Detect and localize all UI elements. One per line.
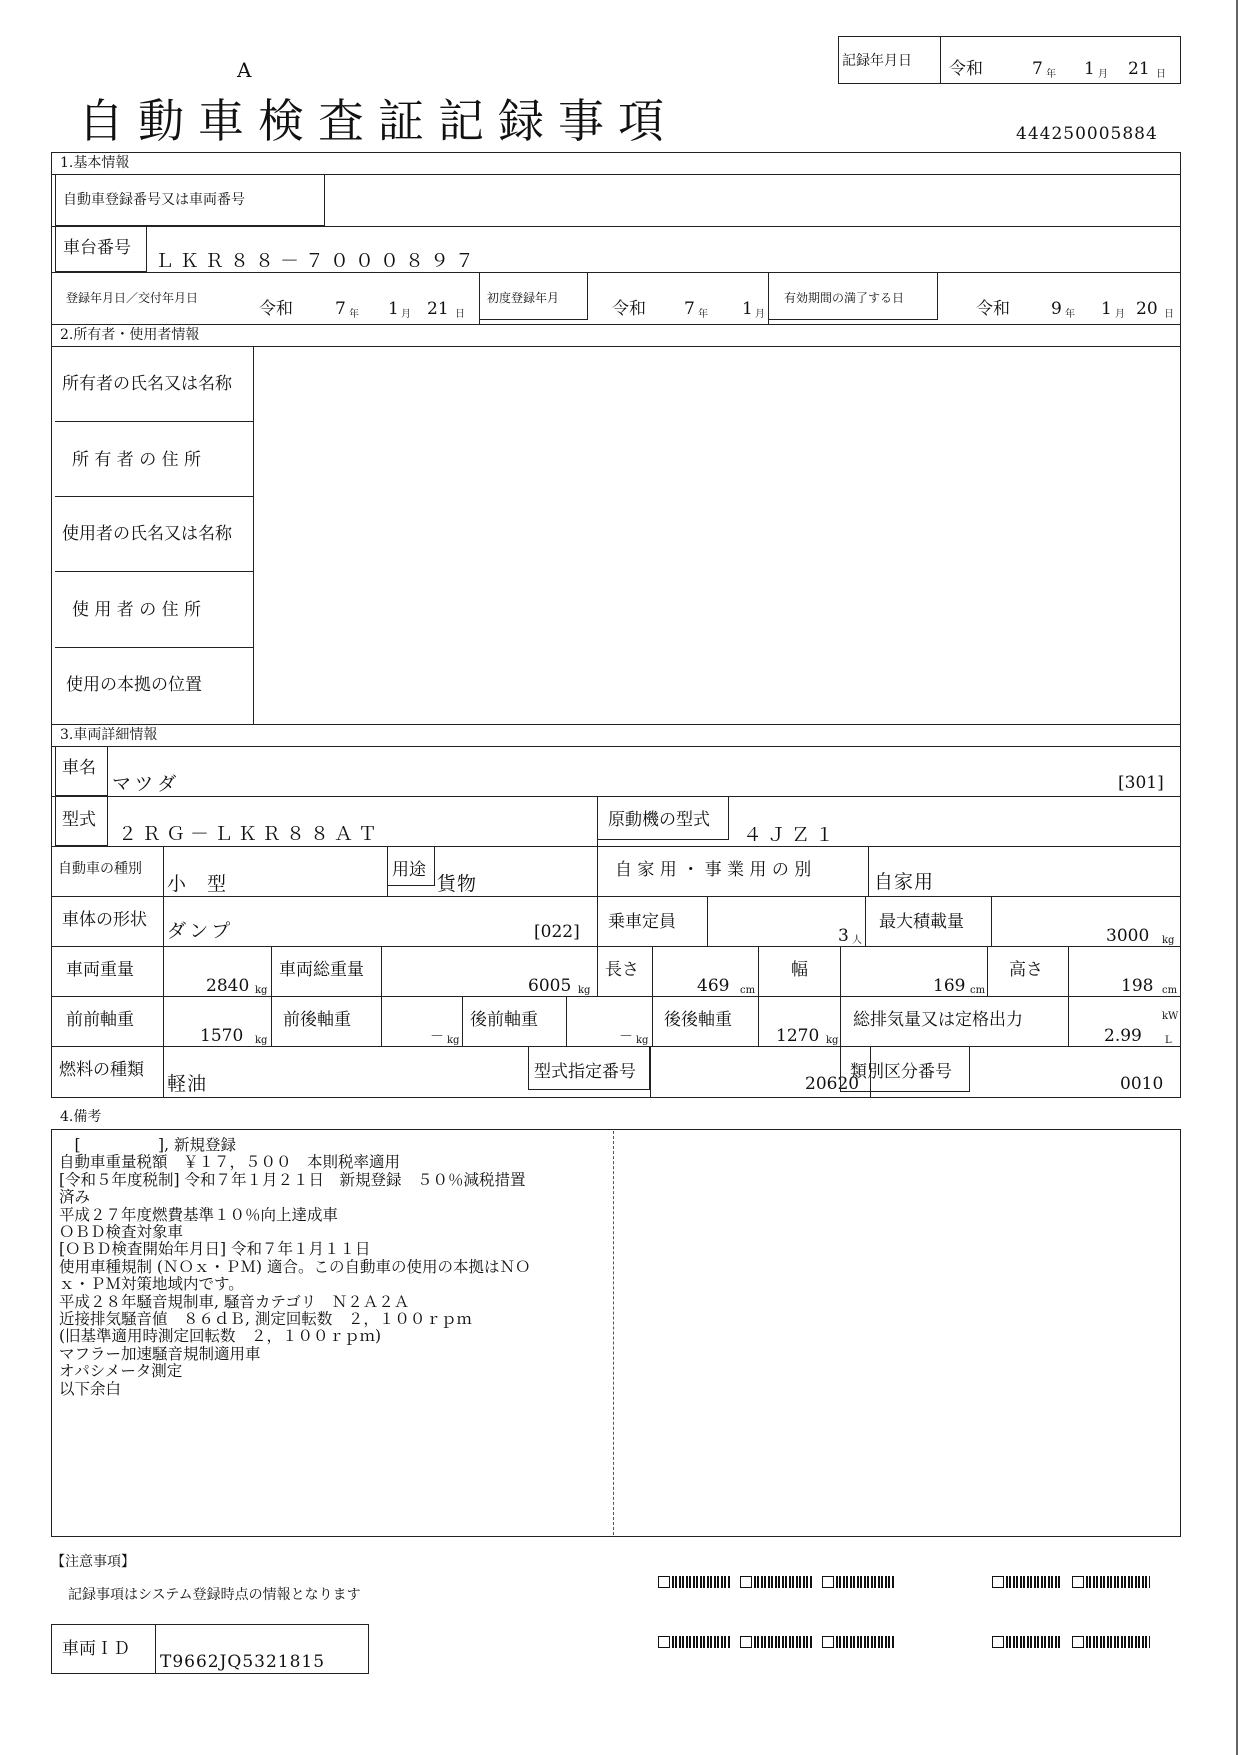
notice-text: 記録事項はシステム登録時点の情報となります [68, 1587, 361, 1603]
unit-kg: kg [255, 985, 268, 996]
fuel-type-label: 燃料の種類 [59, 1060, 144, 1080]
body-shape-code: [022] [534, 922, 580, 942]
use-label: 用途 [392, 860, 426, 880]
vehicle-name-value: マツダ [112, 773, 181, 795]
rear-rear-axle-value: 1270 [776, 1026, 820, 1046]
unit-kg: kg [826, 1035, 839, 1046]
qr-code-strip [822, 1576, 894, 1588]
class-number-value: 0010 [1120, 1074, 1164, 1094]
type-designation-label: 型式指定番号 [534, 1062, 636, 1082]
reg-date-label: 登録年月日／交付年月日 [66, 291, 199, 305]
unit-month: 月 [1115, 309, 1125, 320]
chassis-label: 車台番号 [63, 238, 131, 258]
expiry-label: 有効期間の満了する日 [784, 291, 905, 305]
weight-value: 2840 [206, 976, 250, 996]
kind-label: 自動車の種別 [58, 861, 142, 877]
first-reg-era: 令和 [612, 299, 646, 319]
scan-edge [1236, 0, 1238, 1755]
private-business-label: 自 家 用 ・ 事 業 用 の 別 [615, 860, 812, 880]
width-label: 幅 [791, 960, 808, 980]
front-rear-axle-value: － [430, 1029, 444, 1045]
unit-year: 年 [1065, 309, 1075, 320]
max-load-value: 3000 [1106, 926, 1150, 946]
unit-kg: kg [255, 1035, 268, 1046]
vehicle-id-label: 車両ＩＤ [62, 1639, 130, 1659]
unit-kg: kg [578, 985, 591, 996]
kind-value: 小 型 [167, 873, 228, 895]
vehicle-name-code: [301] [1118, 773, 1164, 793]
vehicle-id-value: T9662JQ5321815 [160, 1652, 326, 1672]
reg-number-label: 自動車登録番号又は車両番号 [63, 192, 245, 208]
qr-code-strip [822, 1636, 894, 1648]
length-value: 469 [697, 976, 730, 996]
section-1-title: 1.基本情報 [60, 155, 130, 171]
reg-date-era: 令和 [259, 299, 293, 319]
unit-person: 人 [852, 935, 862, 946]
qr-code-strip [658, 1636, 730, 1648]
unit-cm: cm [740, 985, 756, 996]
unit-year: 年 [349, 309, 359, 320]
unit-liter: L [1165, 1035, 1172, 1046]
unit-kg: kg [636, 1035, 649, 1046]
unit-year: 年 [1046, 69, 1056, 80]
first-reg-year: 7 [684, 299, 695, 319]
notice-title: 【注意事項】 [51, 1554, 135, 1570]
use-value: 貨物 [437, 873, 478, 895]
displacement-value: 2.99 [1104, 1026, 1142, 1046]
gross-weight-value: 6005 [528, 976, 572, 996]
unit-day: 日 [455, 309, 465, 320]
expiry-day: 20 [1136, 299, 1158, 319]
record-date-label: 記録年月日 [842, 53, 912, 69]
class-number-label: 類別区分番号 [850, 1062, 952, 1082]
length-label: 長さ [605, 960, 639, 980]
qr-code-strip [1072, 1636, 1150, 1648]
private-business-value: 自家用 [874, 871, 935, 893]
rear-front-axle-label: 後前軸重 [470, 1010, 538, 1030]
expiry-era: 令和 [976, 299, 1010, 319]
unit-kw: kW [1162, 1011, 1179, 1022]
reg-date-month: 1 [388, 299, 399, 319]
chassis-value: ＬＫＲ８８－７０００８９７ [155, 250, 481, 272]
rear-rear-axle-label: 後後軸重 [664, 1010, 732, 1030]
document-title: 自動車検査証記録事項 [78, 94, 678, 148]
owner-name-label: 所有者の氏名又は名称 [62, 374, 232, 394]
section-2-title: 2.所有者・使用者情報 [60, 327, 200, 343]
expiry-year: 9 [1051, 299, 1062, 319]
body-shape-label: 車体の形状 [62, 910, 147, 930]
body-shape-value: ダンプ [167, 920, 234, 942]
record-date-day: 21 [1128, 59, 1150, 79]
front-front-axle-value: 1570 [200, 1026, 244, 1046]
user-name-label: 使用者の氏名又は名称 [62, 524, 232, 544]
engine-value: ４ＪＺ１ [743, 824, 840, 846]
first-reg-month: 1 [742, 299, 753, 319]
max-load-label: 最大積載量 [879, 912, 964, 932]
expiry-month: 1 [1101, 299, 1112, 319]
base-location-label: 使用の本拠の位置 [66, 675, 202, 695]
unit-day: 日 [1164, 309, 1174, 320]
unit-day: 日 [1156, 69, 1166, 80]
qr-code-strip [992, 1636, 1060, 1648]
rear-front-axle-value: － [619, 1029, 633, 1045]
main-frame [51, 152, 1181, 1098]
qr-code-strip [658, 1576, 730, 1588]
remarks-text: [ ], 新規登録 自動車重量税額 ￥１７，５００ 本則税率適用 [令和５年度税制] 令和７年１月２１日 新規登録 ５０％減税措置 済み 平成２７年度燃費基準１０％向上達成車 ＯＢＤ検査対象車 [ＯＢＤ検査開始年月日] 令和７年１月１１日 使用車種規制 (ＮＯｘ・ＰＭ) 適合。この自動車の使用の本拠はＮＯ ｘ・ＰＭ対策地域内です。 平成２８年騒音規制車, 騒音カテゴリ Ｎ２Ａ２Ａ 近接排気騒音値 ８６ｄＢ, 測定回転数 ２，１００ｒｐｍ (旧基準適用時測定回転数 ２，１００ｒｐｍ) マフラー加速騒音規制適用車 オパシメータ測定 以下余白 [59, 1136, 531, 1398]
vehicle-name-label: 車名 [62, 758, 96, 778]
front-front-axle-label: 前前軸重 [66, 1010, 134, 1030]
owner-address-label: 所 有 者 の 住 所 [72, 450, 202, 470]
front-rear-axle-label: 前後軸重 [283, 1010, 351, 1030]
user-address-label: 使 用 者 の 住 所 [72, 600, 202, 620]
qr-code-strip [1072, 1576, 1150, 1588]
section-4-title: 4.備考 [60, 1109, 102, 1125]
width-value: 169 [933, 976, 966, 996]
unit-cm: cm [1162, 985, 1178, 996]
qr-code-strip [740, 1576, 812, 1588]
capacity-label: 乗車定員 [608, 912, 676, 932]
record-date-year: 7 [1032, 59, 1043, 79]
fuel-type-value: 軽油 [167, 1073, 208, 1095]
weight-label: 車両重量 [66, 960, 134, 980]
form-variant-mark: A [237, 58, 252, 82]
height-value: 198 [1121, 976, 1154, 996]
type-designation-value: 20620 [805, 1074, 860, 1094]
unit-cm: cm [970, 985, 986, 996]
reg-date-year: 7 [335, 299, 346, 319]
first-reg-label: 初度登録年月 [487, 291, 560, 305]
reg-date-day: 21 [427, 299, 449, 319]
unit-year: 年 [698, 309, 708, 320]
capacity-value: 3 [838, 926, 849, 946]
height-label: 高さ [1009, 960, 1043, 980]
unit-month: 月 [755, 309, 765, 320]
model-value: ２ＲＧ－ＬＫＲ８８ＡＴ [118, 823, 383, 845]
document-number: 444250005884 [1016, 124, 1158, 144]
gross-weight-label: 車両総重量 [279, 960, 364, 980]
unit-month: 月 [1098, 69, 1108, 80]
engine-label: 原動機の型式 [608, 810, 710, 830]
section-3-title: 3.車両詳細情報 [60, 727, 158, 743]
displacement-label: 総排気量又は定格出力 [853, 1010, 1023, 1030]
unit-kg: kg [1162, 935, 1175, 946]
record-date-era: 令和 [949, 59, 983, 79]
record-date-month: 1 [1084, 59, 1095, 79]
unit-month: 月 [401, 309, 411, 320]
unit-kg: kg [447, 1035, 460, 1046]
qr-code-strip [740, 1636, 812, 1648]
model-label: 型式 [62, 810, 96, 830]
qr-code-strip [992, 1576, 1060, 1588]
